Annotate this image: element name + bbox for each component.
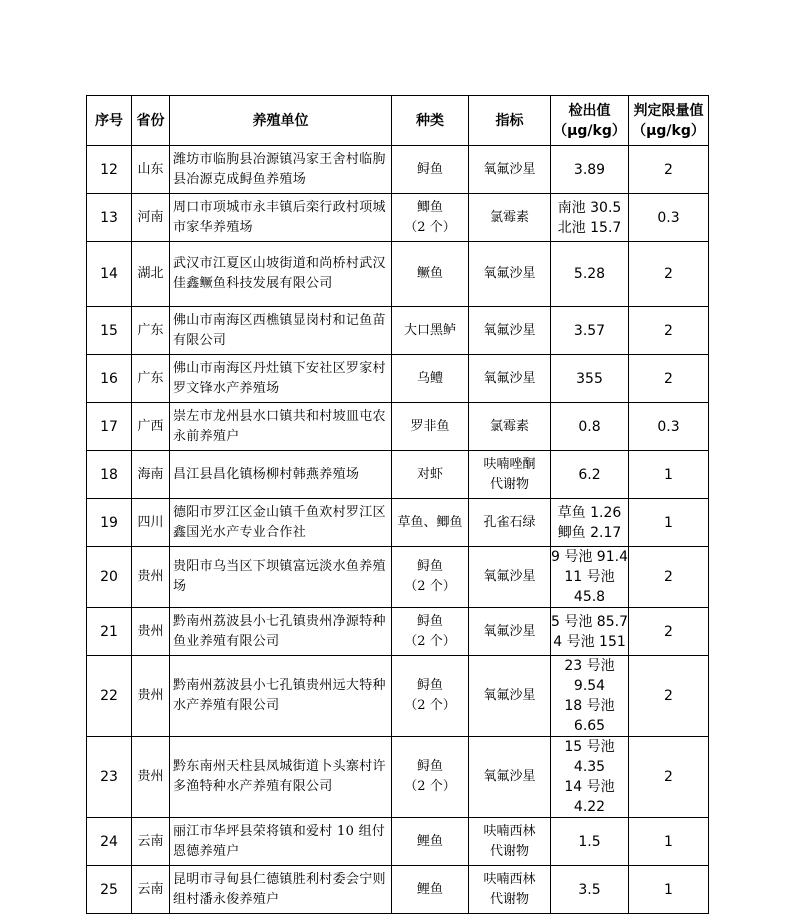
row-detected-cell: 3.57: [551, 307, 629, 355]
row-no-cell: 25: [87, 866, 132, 914]
row-unit-cell: 黔南州荔波县小七孔镇贵州远大特种水产养殖有限公司: [170, 656, 392, 737]
table-row: [87, 355, 709, 403]
row-species-cell: 鲟鱼: [392, 146, 469, 194]
row-detected-cell: 6.2: [551, 451, 629, 499]
header-unit: 养殖单位: [170, 96, 392, 146]
row-species-cell: 鲟鱼 （2 个）: [392, 656, 469, 737]
table-row: [87, 818, 709, 866]
row-indicator-cell: 氧氟沙星: [469, 146, 551, 194]
row-indicator-cell: 氧氟沙星: [469, 355, 551, 403]
table-row: [87, 403, 709, 451]
table-row: [87, 608, 709, 656]
row-province-cell: 贵州: [132, 547, 170, 608]
table-row: [87, 307, 709, 355]
row-species-cell: 鲤鱼: [392, 866, 469, 914]
row-no-cell: 16: [87, 355, 132, 403]
row-unit-cell: 佛山市南海区西樵镇显岗村和记鱼苗有限公司: [170, 307, 392, 355]
row-province-cell: 广西: [132, 403, 170, 451]
row-province-cell: 河南: [132, 194, 170, 242]
row-detected-cell: 23 号池 9.54 18 号池 6.65: [551, 656, 629, 737]
table-row: [87, 451, 709, 499]
row-indicator-cell: 孔雀石绿: [469, 499, 551, 547]
row-province-cell: 山东: [132, 146, 170, 194]
row-province-cell: 四川: [132, 499, 170, 547]
inspection-results-table: [86, 95, 709, 914]
row-detected-cell: 1.5: [551, 818, 629, 866]
table-row: [87, 194, 709, 242]
header-no: 序号: [87, 96, 132, 146]
row-detected-cell: 草鱼 1.26 鲫鱼 2.17: [551, 499, 629, 547]
row-limit-cell: 2: [629, 242, 709, 307]
row-no-cell: 14: [87, 242, 132, 307]
table-row: [87, 499, 709, 547]
row-province-cell: 云南: [132, 866, 170, 914]
row-limit-cell: 2: [629, 737, 709, 818]
row-species-cell: 大口黑鲈: [392, 307, 469, 355]
header-detected: 检出值 （μg/kg）: [551, 96, 629, 146]
table-row: [87, 146, 709, 194]
row-unit-cell: 昆明市寻甸县仁德镇胜利村委会宁则组村潘永俊养殖户: [170, 866, 392, 914]
row-no-cell: 19: [87, 499, 132, 547]
row-no-cell: 23: [87, 737, 132, 818]
row-detected-cell: 355: [551, 355, 629, 403]
row-detected-cell: 5 号池 85.7 4 号池 151: [551, 608, 629, 656]
row-limit-cell: 2: [629, 656, 709, 737]
row-indicator-cell: 氧氟沙星: [469, 547, 551, 608]
row-detected-cell: 3.5: [551, 866, 629, 914]
row-unit-cell: 周口市项城市永丰镇后栾行政村项城市家华养殖场: [170, 194, 392, 242]
row-unit-cell: 德阳市罗江区金山镇千鱼欢村罗江区鑫国光水产专业合作社: [170, 499, 392, 547]
row-indicator-cell: 氧氟沙星: [469, 307, 551, 355]
row-limit-cell: 1: [629, 818, 709, 866]
row-indicator-cell: 呋喃西林 代谢物: [469, 866, 551, 914]
row-unit-cell: 崇左市龙州县水口镇共和村坡皿屯农永前养殖户: [170, 403, 392, 451]
row-unit-cell: 黔东南州天柱县凤城街道卜头寨村许多渔特种水产养殖有限公司: [170, 737, 392, 818]
row-species-cell: 鲫鱼 （2 个）: [392, 194, 469, 242]
row-detected-cell: 5.28: [551, 242, 629, 307]
table-row: [87, 547, 709, 608]
row-unit-cell: 贵阳市乌当区下坝镇富远淡水鱼养殖场: [170, 547, 392, 608]
row-province-cell: 海南: [132, 451, 170, 499]
row-indicator-cell: 呋喃西林 代谢物: [469, 818, 551, 866]
row-species-cell: 罗非鱼: [392, 403, 469, 451]
row-no-cell: 20: [87, 547, 132, 608]
row-unit-cell: 黔南州荔波县小七孔镇贵州净源特种鱼业养殖有限公司: [170, 608, 392, 656]
row-province-cell: 湖北: [132, 242, 170, 307]
row-indicator-cell: 氧氟沙星: [469, 656, 551, 737]
row-indicator-cell: 氯霉素: [469, 403, 551, 451]
row-indicator-cell: 氯霉素: [469, 194, 551, 242]
row-species-cell: 鲤鱼: [392, 818, 469, 866]
header-species: 种类: [392, 96, 469, 146]
row-unit-cell: 潍坊市临朐县冶源镇冯家王舍村临朐县冶源克成鲟鱼养殖场: [170, 146, 392, 194]
row-no-cell: 24: [87, 818, 132, 866]
row-species-cell: 乌鳢: [392, 355, 469, 403]
row-limit-cell: 0.3: [629, 194, 709, 242]
row-species-cell: 鳜鱼: [392, 242, 469, 307]
row-province-cell: 贵州: [132, 608, 170, 656]
row-limit-cell: 2: [629, 608, 709, 656]
row-limit-cell: 2: [629, 146, 709, 194]
row-unit-cell: 丽江市华坪县荣将镇和爱村 10 组付恩德养殖户: [170, 818, 392, 866]
header-limit: 判定限量值 （μg/kg）: [629, 96, 709, 146]
row-species-cell: 对虾: [392, 451, 469, 499]
row-no-cell: 13: [87, 194, 132, 242]
table-row: [87, 656, 709, 737]
row-indicator-cell: 呋喃唑酮 代谢物: [469, 451, 551, 499]
row-no-cell: 17: [87, 403, 132, 451]
row-limit-cell: 0.3: [629, 403, 709, 451]
row-indicator-cell: 氧氟沙星: [469, 242, 551, 307]
row-no-cell: 22: [87, 656, 132, 737]
row-detected-cell: 南池 30.5 北池 15.7: [551, 194, 629, 242]
row-province-cell: 贵州: [132, 737, 170, 818]
row-no-cell: 15: [87, 307, 132, 355]
row-province-cell: 广东: [132, 355, 170, 403]
row-species-cell: 鲟鱼 （2 个）: [392, 737, 469, 818]
header-province: 省份: [132, 96, 170, 146]
row-indicator-cell: 氧氟沙星: [469, 608, 551, 656]
header-indicator: 指标: [469, 96, 551, 146]
row-no-cell: 12: [87, 146, 132, 194]
row-species-cell: 鲟鱼 （2 个）: [392, 608, 469, 656]
row-detected-cell: 0.8: [551, 403, 629, 451]
header-row: [87, 96, 709, 146]
row-unit-cell: 佛山市南海区丹灶镇下安社区罗家村罗文锋水产养殖场: [170, 355, 392, 403]
row-limit-cell: 2: [629, 355, 709, 403]
row-detected-cell: 9 号池 91.4 11 号池 45.8: [551, 547, 629, 608]
row-indicator-cell: 氧氟沙星: [469, 737, 551, 818]
row-limit-cell: 1: [629, 499, 709, 547]
row-detected-cell: 15 号池 4.35 14 号池 4.22: [551, 737, 629, 818]
row-limit-cell: 2: [629, 547, 709, 608]
row-unit-cell: 武汉市江夏区山坡街道和尚桥村武汉佳鑫鳜鱼科技发展有限公司: [170, 242, 392, 307]
row-species-cell: 鲟鱼 （2 个）: [392, 547, 469, 608]
row-limit-cell: 1: [629, 866, 709, 914]
row-no-cell: 18: [87, 451, 132, 499]
row-province-cell: 广东: [132, 307, 170, 355]
table-row: [87, 737, 709, 818]
row-province-cell: 云南: [132, 818, 170, 866]
row-province-cell: 贵州: [132, 656, 170, 737]
table-row: [87, 242, 709, 307]
row-no-cell: 21: [87, 608, 132, 656]
row-limit-cell: 2: [629, 307, 709, 355]
row-unit-cell: 昌江县昌化镇杨柳村韩燕养殖场: [170, 451, 392, 499]
row-species-cell: 草鱼、鲫鱼: [392, 499, 469, 547]
row-limit-cell: 1: [629, 451, 709, 499]
row-detected-cell: 3.89: [551, 146, 629, 194]
